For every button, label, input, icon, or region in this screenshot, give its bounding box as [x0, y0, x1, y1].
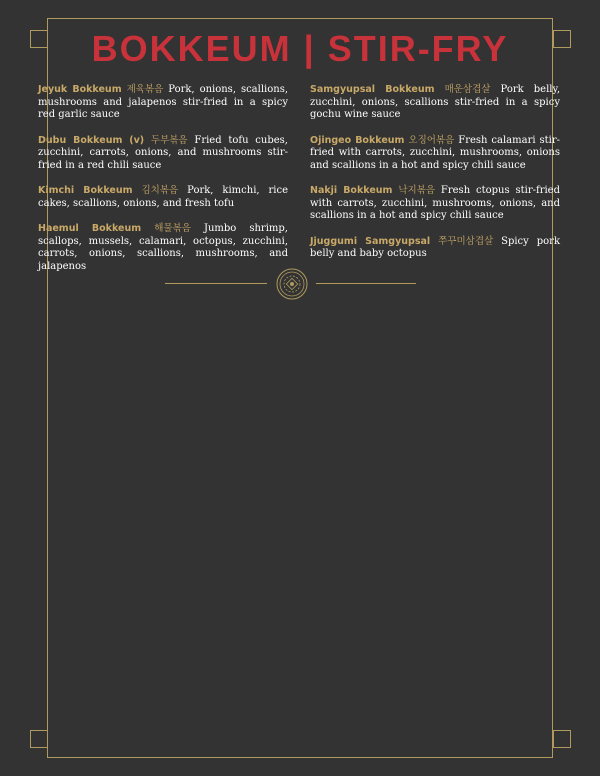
menu-item — [310, 236, 560, 261]
item-name: Kimchi Bokkeum — [38, 185, 133, 196]
item-name: Ojingeo Bokkeum — [310, 134, 405, 146]
item-description: Fresh calamari stir-fried with carrots, zucchini, mushrooms, onions and scallions in a hot and spicy chili sauce — [310, 134, 560, 171]
item-korean-name: 매운삼겹살 — [444, 84, 491, 95]
menu-item — [38, 223, 288, 273]
divider-line-left — [165, 283, 267, 284]
corner-ornament-bottom-right — [553, 730, 571, 748]
item-name: Jjuggumi Samgyupsal — [310, 235, 431, 247]
item-korean-name: 낙지볶음 — [398, 185, 436, 196]
menu-item — [310, 185, 560, 223]
item-korean-name: 제육볶음 — [126, 84, 164, 95]
item-name: Nakji Bokkeum — [310, 185, 393, 196]
item-description: Spicy pork belly and baby octopus — [310, 235, 560, 259]
menu-item — [310, 135, 560, 173]
item-name: Jeyuk Bokkeum — [38, 84, 122, 95]
menu-column-right — [310, 84, 560, 274]
item-description: Fresh ctopus stir-fried with carrots, zucchini, mushrooms, onions, and scallions in a hot and spicy chili sauce — [310, 185, 560, 221]
menu-column-left — [38, 84, 288, 286]
item-description: Pork, onions, scallions, mushrooms and jalapenos stir-fried in a spicy red garlic sauce — [38, 84, 289, 120]
menu-item — [38, 84, 288, 122]
menu-item — [38, 185, 288, 210]
item-korean-name: 두부볶음 — [150, 134, 188, 146]
item-name: Samgyupsal Bokkeum — [310, 84, 435, 95]
item-korean-name: 해물볶음 — [154, 223, 191, 234]
corner-ornament-bottom-left — [30, 730, 48, 748]
divider-line-right — [316, 283, 416, 284]
item-description: Pork belly, zucchini, onions, scallions stir-fried in a spicy gochu wine sauce — [310, 84, 560, 120]
ornamental-seal-icon — [276, 268, 308, 300]
menu-item — [310, 84, 560, 122]
page-title: BOKKEUM | STIR-FRY — [91, 28, 509, 69]
item-korean-name: 오징어볶음 — [408, 134, 455, 146]
item-description: Pork, kimchi, rice cakes, scallions, onions, and fresh tofu — [38, 185, 289, 209]
item-korean-name: 쭈꾸미삼겹살 — [438, 235, 494, 247]
item-name: Haemul Bokkeum — [38, 223, 142, 234]
item-description: Jumbo shrimp, scallops, mussels, calamari, octopus, zucchini, carrots, onions, scallions, mushrooms, and jalapenos — [38, 223, 288, 272]
item-name: Dubu Bokkeum (v) — [38, 134, 145, 146]
item-description: Fried tofu cubes, zucchini, carrots, onions, and mushrooms stir-fried in a red chili sauce — [38, 134, 288, 171]
item-korean-name: 김치볶음 — [141, 185, 179, 196]
menu-item — [38, 135, 288, 173]
